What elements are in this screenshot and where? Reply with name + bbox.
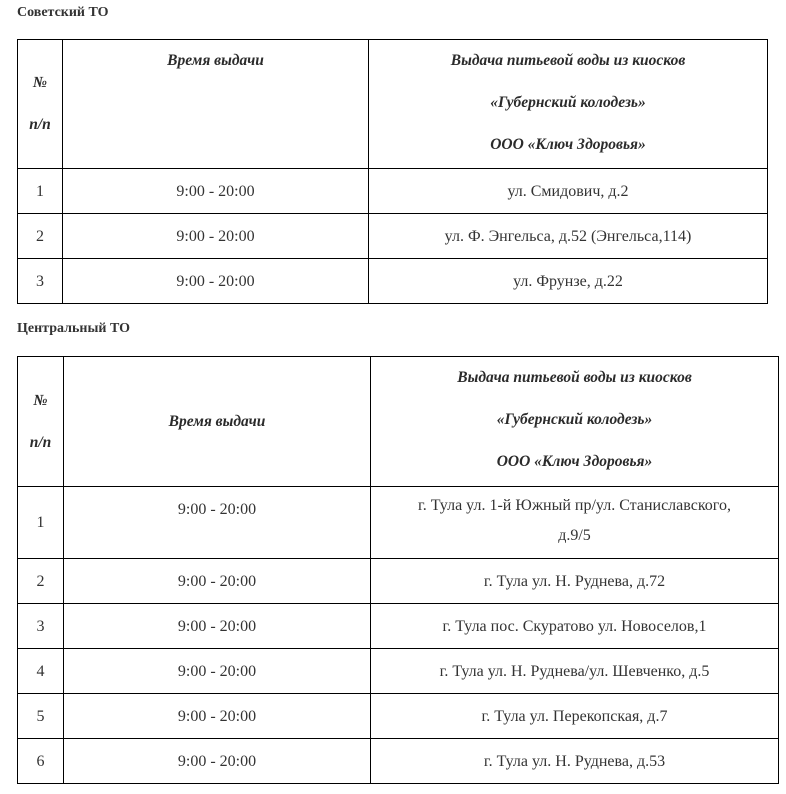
row-address-text: ул. Смидович, д.2 bbox=[507, 183, 629, 200]
row-time bbox=[64, 739, 371, 784]
header-place-line2: «Губернский колодезь» bbox=[496, 411, 653, 428]
table-header-row bbox=[18, 40, 768, 169]
row-address bbox=[371, 487, 779, 559]
row-number-text: 1 bbox=[36, 183, 44, 200]
row-number-text: 3 bbox=[36, 273, 44, 290]
header-time bbox=[63, 40, 369, 169]
header-place bbox=[371, 357, 779, 487]
row-address-line1: г. Тула ул. 1-й Южный пр/ул. Станиславского, bbox=[418, 497, 731, 514]
table-tsentralny bbox=[17, 356, 779, 784]
row-number bbox=[18, 169, 63, 214]
row-address-text: г. Тула пос. Скуратово ул. Новоселов,1 bbox=[442, 618, 707, 635]
row-time-text: 9:00 - 20:00 bbox=[176, 228, 255, 245]
table-row bbox=[18, 214, 768, 259]
row-address-text: г. Тула ул. Н. Руднева, д.72 bbox=[483, 573, 666, 590]
table-sovetsky bbox=[17, 39, 768, 304]
row-address bbox=[371, 739, 779, 784]
row-time bbox=[64, 604, 371, 649]
row-time bbox=[64, 649, 371, 694]
table-row bbox=[18, 259, 768, 304]
header-number-pp: п/п bbox=[29, 116, 51, 133]
row-address bbox=[371, 559, 779, 604]
row-address-text: ул. Фрунзе, д.22 bbox=[513, 273, 623, 290]
table-row bbox=[18, 487, 779, 559]
row-time-text: 9:00 - 20:00 bbox=[176, 183, 255, 200]
row-time bbox=[64, 559, 371, 604]
header-place-line1: Выдача питьевой воды из киосков bbox=[457, 369, 692, 386]
table-row bbox=[18, 694, 779, 739]
row-number bbox=[18, 694, 64, 739]
row-number-text: 1 bbox=[36, 513, 45, 531]
header-number-symbol: № bbox=[32, 74, 48, 91]
row-address-text: ул. Ф. Энгельса, д.52 (Энгельса,114) bbox=[444, 228, 692, 245]
row-number bbox=[18, 487, 64, 559]
row-address-text: г. Тула ул. Н. Руднева, д.53 bbox=[483, 753, 666, 770]
table-row bbox=[18, 169, 768, 214]
row-number bbox=[18, 604, 64, 649]
header-number-symbol: № bbox=[33, 391, 48, 409]
table-header-row bbox=[18, 357, 779, 487]
row-time bbox=[64, 694, 371, 739]
row-time-text: 9:00 - 20:00 bbox=[176, 273, 255, 290]
row-time bbox=[63, 259, 369, 304]
row-number bbox=[18, 259, 63, 304]
row-address bbox=[371, 604, 779, 649]
row-address-text: г. Тула ул. Н. Руднева/ул. Шевченко, д.5 bbox=[439, 663, 710, 680]
header-time-label: Время выдачи bbox=[168, 412, 266, 430]
header-number bbox=[18, 40, 63, 169]
row-number-text: 2 bbox=[36, 573, 45, 590]
row-time-text: 9:00 - 20:00 bbox=[177, 663, 257, 680]
row-address bbox=[371, 649, 779, 694]
table-row bbox=[18, 649, 779, 694]
row-address-line2: д.9/5 bbox=[558, 527, 591, 544]
row-address bbox=[369, 214, 768, 259]
row-number-text: 6 bbox=[36, 753, 45, 770]
section-title-tsentralny: Центральный ТО bbox=[17, 321, 130, 336]
header-place-line3: ООО «Ключ Здоровья» bbox=[490, 136, 646, 153]
table-row bbox=[18, 604, 779, 649]
header-place bbox=[369, 40, 768, 169]
row-address bbox=[369, 259, 768, 304]
header-place-line3: ООО «Ключ Здоровья» bbox=[496, 453, 653, 470]
row-number bbox=[18, 739, 64, 784]
row-time-text: 9:00 - 20:00 bbox=[177, 753, 257, 770]
row-number bbox=[18, 559, 64, 604]
row-number-text: 4 bbox=[36, 663, 45, 680]
row-number-text: 3 bbox=[36, 618, 45, 635]
row-time bbox=[64, 487, 371, 559]
row-time-text: 9:00 - 20:00 bbox=[177, 708, 257, 725]
row-address bbox=[369, 169, 768, 214]
header-number-pp: п/п bbox=[29, 433, 52, 451]
header-time bbox=[64, 357, 371, 487]
row-address bbox=[371, 694, 779, 739]
header-number bbox=[18, 357, 64, 487]
section-title-sovetsky: Советский ТО bbox=[17, 5, 109, 20]
row-time-text: 9:00 - 20:00 bbox=[177, 501, 257, 518]
row-time bbox=[63, 169, 369, 214]
row-time-text: 9:00 - 20:00 bbox=[177, 618, 257, 635]
header-place-line1: Выдача питьевой воды из киосков bbox=[450, 52, 686, 69]
row-number bbox=[18, 214, 63, 259]
row-number bbox=[18, 649, 64, 694]
header-time-label: Время выдачи bbox=[167, 52, 264, 69]
row-address-text: г. Тула ул. Перекопская, д.7 bbox=[481, 708, 668, 725]
row-number-text: 2 bbox=[36, 228, 44, 245]
row-time-text: 9:00 - 20:00 bbox=[177, 573, 257, 590]
header-place-line2: «Губернский колодезь» bbox=[490, 94, 646, 111]
row-number-text: 5 bbox=[36, 708, 45, 725]
row-time bbox=[63, 214, 369, 259]
table-row bbox=[18, 559, 779, 604]
table-row bbox=[18, 739, 779, 784]
